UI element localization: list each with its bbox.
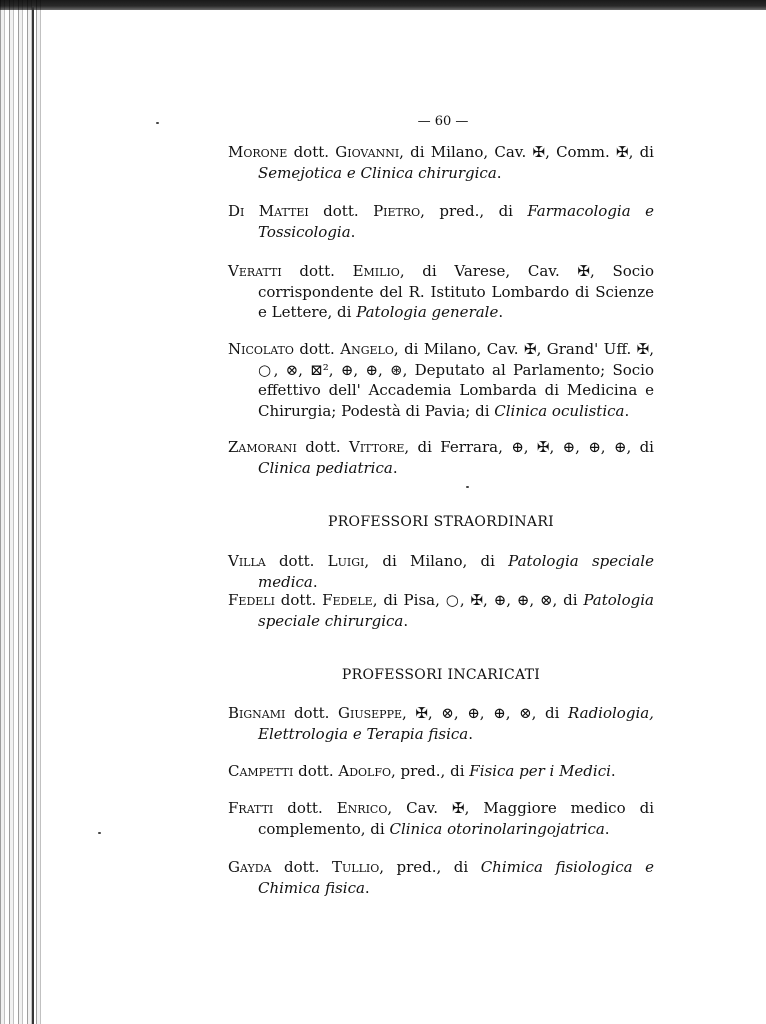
surname: Zamorani [228, 438, 297, 456]
given-name: Enrico [336, 799, 388, 817]
surname: Villa [228, 552, 266, 570]
end-punct: . [403, 611, 409, 630]
given-name: Angelo [340, 340, 394, 358]
subject: Farmacologia e Tossicologia [258, 202, 654, 241]
surname: Fedeli [228, 591, 275, 609]
subject: Radiologia, Elettrologia e Terapia fisica [258, 704, 654, 743]
scan-left-edge-line [32, 6, 34, 1024]
subject: Fisica per i Medici [469, 762, 611, 780]
given-name: Adolfo [338, 762, 391, 780]
entry-nicolato [228, 339, 654, 421]
surname: Bignami [228, 704, 286, 722]
end-punct: . [610, 762, 616, 780]
surname: Gayda [228, 858, 272, 876]
scan-top-border [0, 0, 766, 10]
end-punct: . [312, 572, 318, 591]
details: , di Varese, Cav. ✠, Socio corrispondente del R. Istituto Lombardo di Scienze e Lettere, di [258, 262, 654, 321]
given-name: Pietro [373, 202, 421, 220]
given-name: Giovanni [335, 143, 400, 161]
details: , pred., di [420, 202, 513, 220]
title: dott. [299, 262, 335, 280]
surname: Veratti [228, 262, 282, 280]
details: , di Milano, di [364, 552, 495, 570]
surname: Fratti [228, 799, 274, 817]
given-name: Vittore [349, 438, 405, 456]
details: , pred., di [391, 762, 465, 780]
subject: Clinica pediatrica [258, 458, 393, 477]
given-name: Luigi [327, 552, 365, 570]
end-punct: . [350, 222, 356, 241]
scan-speck [98, 832, 101, 834]
end-punct: . [468, 724, 474, 743]
surname: Di Mattei [228, 202, 309, 220]
entry-campetti [228, 761, 654, 782]
end-punct: . [624, 401, 630, 420]
entry-fratti [228, 798, 654, 839]
surname: Nicolato [228, 340, 294, 358]
scan-left-binding-edge [0, 0, 44, 1024]
entry-di-mattei [228, 201, 654, 242]
title: dott. [293, 143, 330, 161]
heading-incaricati: PROFESSORI INCARICATI [341, 667, 541, 683]
title: dott. [298, 762, 334, 780]
entry-bignami [228, 703, 654, 744]
details: , di Milano, Cav. ✠, Grand' Uff. ✠, ○, ⊗, ⊠², ⊕, ⊕, ⊛, Deputato al Parlamento; Socio effettivo dell' Accademia Lombarda di Medicina e Chirurgia; Podestà di Pavia; di [258, 340, 654, 420]
details: , di Ferrara, ⊕, ✠, ⊕, ⊕, ⊕, di [404, 438, 654, 456]
entry-morone [228, 142, 654, 183]
title: dott. [280, 591, 317, 609]
entry-zamorani [228, 437, 654, 478]
given-name: Emilio [352, 262, 400, 280]
title: dott. [299, 340, 335, 358]
scan-speck [466, 486, 469, 488]
page-number: — 60 — [417, 114, 469, 129]
title: dott. [305, 438, 341, 456]
heading-straordinari: PROFESSORI STRAORDINARI [328, 514, 554, 530]
subject: Patologia speciale medica [258, 552, 654, 591]
surname: Morone [228, 143, 288, 161]
title: dott. [293, 704, 330, 722]
end-punct: . [604, 819, 610, 838]
given-name: Giuseppe [338, 704, 402, 722]
title: dott. [284, 858, 320, 876]
entry-fedeli [228, 590, 654, 631]
end-punct: . [496, 163, 502, 182]
subject: Chimica fisiologica e Chimica fisica [258, 858, 654, 897]
details: , Cav. ✠, Maggiore medico di complemento, di [258, 799, 654, 838]
end-punct: . [498, 303, 504, 321]
details: , pred., di [379, 858, 469, 876]
details: , ✠, ⊗, ⊕, ⊕, ⊗, di [402, 704, 560, 722]
details: , di Milano, Cav. ✠, Comm. ✠, di [399, 143, 654, 161]
subject: Patologia generale [356, 303, 499, 321]
surname: Campetti [228, 762, 294, 780]
details: , di Pisa, ○, ✠, ⊕, ⊕, ⊗, di [372, 591, 578, 609]
entry-gayda [228, 857, 654, 898]
given-name: Tullio [331, 858, 380, 876]
title: dott. [323, 202, 359, 220]
subject: Clinica otorinolaringojatrica [389, 819, 605, 838]
subject: Clinica oculistica [494, 401, 625, 420]
scan-speck [156, 122, 159, 124]
title: dott. [287, 799, 323, 817]
given-name: Fedele [322, 591, 373, 609]
entry-veratti [228, 261, 654, 323]
title: dott. [278, 552, 315, 570]
subject: Semejotica e Clinica chirurgica [258, 163, 497, 182]
subject: Patologia speciale chirurgica [258, 591, 654, 630]
end-punct: . [392, 458, 398, 477]
entry-villa [228, 551, 654, 592]
end-punct: . [364, 878, 370, 897]
